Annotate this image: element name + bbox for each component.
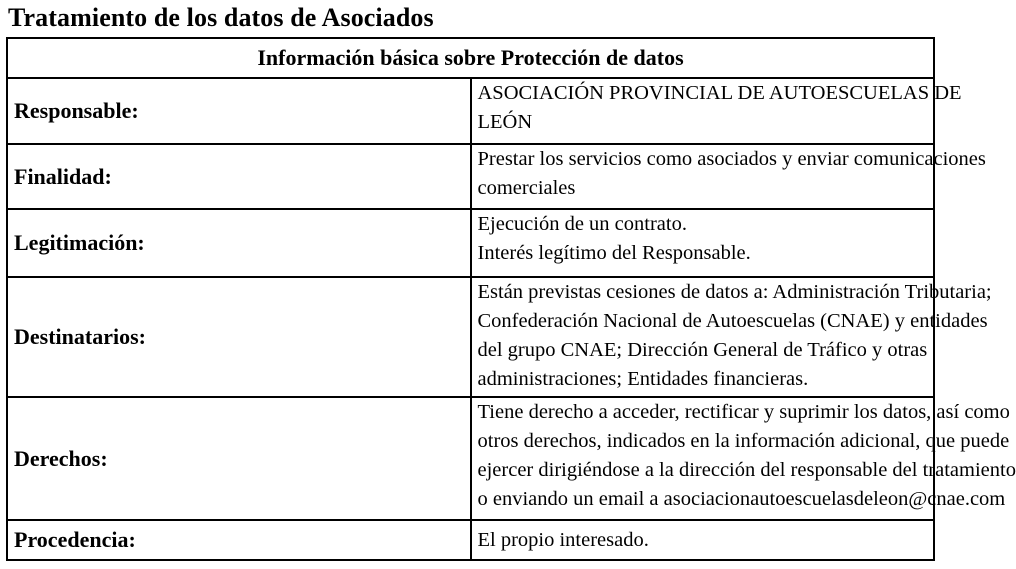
value-line: del grupo CNAE; Dirección General de Tráfico y otras bbox=[477, 339, 928, 361]
table-row-derechos bbox=[7, 397, 934, 520]
value-line: Confederación Nacional de Autoescuelas (CNAE) y entidades bbox=[477, 310, 988, 332]
data-protection-table bbox=[6, 37, 1016, 561]
row-label-procedencia: Procedencia: bbox=[7, 520, 471, 560]
value-line: administraciones; Entidades financieras. bbox=[477, 368, 809, 390]
row-value-derechos bbox=[471, 397, 1016, 520]
value-line: LEÓN bbox=[477, 111, 533, 133]
value-line: comerciales bbox=[477, 177, 576, 199]
table-row-finalidad bbox=[7, 144, 934, 209]
value-line: ASOCIACIÓN PROVINCIAL DE AUTOESCUELAS DE bbox=[477, 82, 962, 104]
value-line: Interés legítimo del Responsable. bbox=[477, 242, 751, 264]
value-line: ejercer dirigiéndose a la dirección del responsable del tratamiento bbox=[477, 459, 1016, 481]
table-row-responsable bbox=[7, 78, 934, 144]
row-value-destinatarios bbox=[471, 277, 992, 397]
table-row-procedencia bbox=[7, 520, 934, 560]
table-row-legitimacion bbox=[7, 209, 934, 277]
row-value-procedencia bbox=[471, 520, 935, 560]
row-label-finalidad: Finalidad: bbox=[7, 144, 471, 209]
value-line: Están previstas cesiones de datos a: Administración Tributaria; bbox=[477, 281, 992, 303]
value-line: Prestar los servicios como asociados y enviar comunicaciones bbox=[477, 148, 986, 170]
value-line: Ejecución de un contrato. bbox=[477, 213, 687, 235]
row-label-derechos: Derechos: bbox=[7, 397, 471, 520]
row-label-legitimacion: Legitimación: bbox=[7, 209, 471, 277]
value-line: o enviando un email a asociacionautoescuelasdeleon@cnae.com bbox=[477, 488, 1006, 510]
table-header-row bbox=[7, 38, 934, 78]
row-value-legitimacion bbox=[471, 209, 935, 277]
value-line: El propio interesado. bbox=[477, 528, 649, 551]
row-value-responsable bbox=[471, 78, 962, 144]
row-label-responsable: Responsable: bbox=[7, 78, 471, 144]
row-value-finalidad bbox=[471, 144, 986, 209]
value-line: Tiene derecho a acceder, rectificar y suprimir los datos, así como bbox=[477, 401, 1010, 423]
table-row-destinatarios bbox=[7, 277, 934, 397]
value-line: otros derechos, indicados en la información adicional, que puede bbox=[477, 430, 1010, 452]
table-header: Información básica sobre Protección de datos bbox=[7, 38, 934, 78]
row-label-destinatarios: Destinatarios: bbox=[7, 277, 471, 397]
document-title: Tratamiento de los datos de Asociados bbox=[8, 3, 434, 32]
